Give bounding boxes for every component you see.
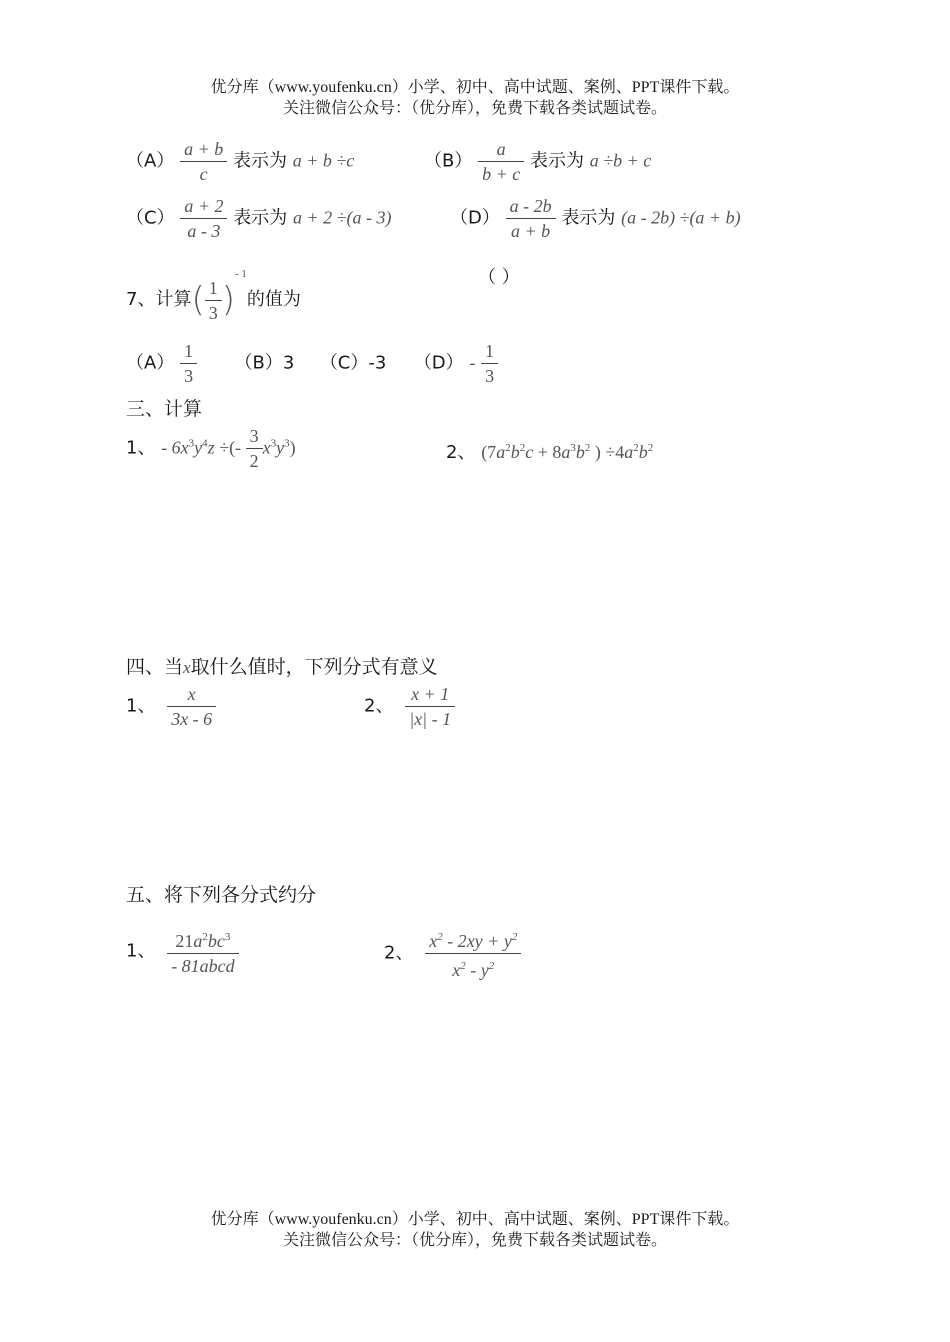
q6-option-b: （B） $\frac{a}{b + c}$ 表示为 a ÷b + c bbox=[424, 139, 652, 184]
option-label: （A） bbox=[126, 150, 175, 172]
fraction: $\frac{3}{2}$ bbox=[246, 425, 263, 472]
fraction: $\frac{1}{3}$ bbox=[180, 340, 197, 387]
q6-option-d: （D） $\frac{a - 2b}{a + b}$ 表示为 (a - 2b) ÷(a + b) bbox=[450, 196, 741, 241]
fraction: $\frac{a - 2b}{a + b}$ bbox=[506, 195, 556, 242]
q7-answer-blank[interactable]: （ ） bbox=[478, 267, 520, 288]
footer-line-2: 关注微信公众号：（优分库），免费下载各类试题试卷。 bbox=[282, 1232, 667, 1249]
option-label: （C） bbox=[126, 207, 175, 229]
fraction: $\frac{a + 2}{a - 3}$ bbox=[180, 195, 227, 242]
q7-question: 7、计算( $\frac{1}{3}$ )$^{- 1}$的值为 bbox=[126, 268, 301, 323]
fraction: $\frac{a}{b + c}$ bbox=[478, 138, 524, 185]
fraction: $\frac{1}{3}$ bbox=[481, 340, 498, 387]
fraction: $\frac{21a^2bc^3}{\text{- 81abcd}}$ bbox=[167, 926, 238, 977]
section-3-problem-2: 2、 ($7a^2b^2c + 8a^3b^2$ ) $\div 4a^2b^2$ bbox=[446, 442, 654, 463]
fraction: $\frac{1}{3}$ bbox=[205, 277, 222, 324]
q6-option-a: （A） $\frac{a + b}{c}$ 表示为 a + b ÷c bbox=[126, 139, 355, 184]
right-paren: ) bbox=[221, 280, 235, 320]
option-label: （D） bbox=[413, 352, 464, 374]
section-4-problem-1: 1、 $\frac{x}{3x - 6}$ bbox=[126, 683, 216, 730]
q6-option-c: （C） $\frac{a + 2}{a - 3}$ 表示为 a + 2 ÷(a - 3) bbox=[126, 196, 392, 241]
section-3-problem-1: 1、 - $6x^3y^4z$ ÷(- $\frac{3}{2}$ $x^3y^3$) bbox=[126, 426, 296, 471]
option-label: （C） bbox=[319, 352, 369, 374]
header-line-1: 优分库（www.youfenku.cn）小学、初中、高中试题、案例、PPT课件下载。 bbox=[210, 79, 740, 96]
fraction: $\frac{x^2 - 2xy + y^2}{x^2 - y^2}$ bbox=[425, 926, 521, 981]
option-label: （A） bbox=[126, 352, 175, 374]
section-4-problem-2: 2、 $\frac{x + 1}{|x| - 1}$ bbox=[364, 683, 455, 730]
section-5-problem-2: 2、 $\frac{x^2 - 2xy + y^2}{x^2 - y^2}$ bbox=[384, 926, 521, 981]
section-5-problem-1: 1、 $\frac{21a^2bc^3}{\text{- 81abcd}}$ bbox=[126, 926, 239, 977]
section-4-title: 四、当x取什么值时，下列分式有意义 bbox=[126, 656, 438, 678]
left-paren: ( bbox=[191, 280, 205, 320]
fraction: $\frac{x + 1}{|x| - 1}$ bbox=[405, 683, 455, 730]
header-line-2: 关注微信公众号：（优分库），免费下载各类试题试卷。 bbox=[282, 100, 667, 117]
fraction: $\frac{a + b}{c}$ bbox=[180, 138, 227, 185]
option-label: （B） bbox=[234, 352, 283, 374]
fraction: $\frac{x}{3x - 6}$ bbox=[167, 683, 216, 730]
exponent: - 1 bbox=[234, 268, 247, 280]
option-label: （D） bbox=[450, 207, 500, 229]
q7-options: （A） $\frac{1}{3}$ （B）3 （C）-3 （D） - $\frac{1}{3}$ bbox=[126, 340, 498, 387]
option-label: （B） bbox=[424, 150, 473, 172]
footer-line-1: 优分库（www.youfenku.cn）小学、初中、高中试题、案例、PPT课件下载。 bbox=[210, 1211, 740, 1228]
section-5-title: 五、将下列各分式约分 bbox=[126, 884, 317, 906]
section-3-title: 三、计算 bbox=[126, 398, 203, 420]
